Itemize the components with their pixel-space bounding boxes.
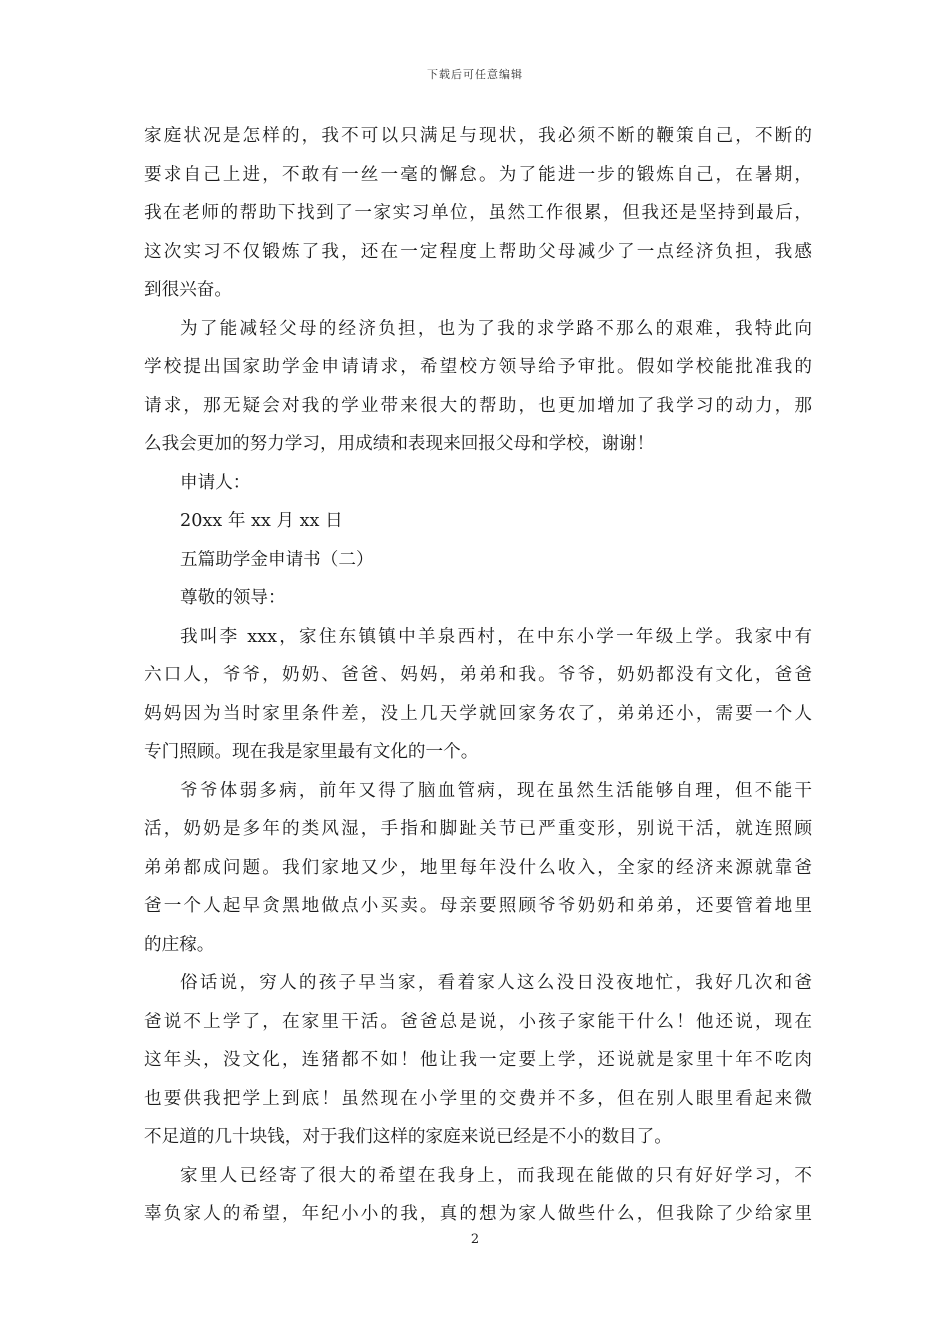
- text-line: 爷爷体弱多病，前年又得了脑血管病，现在虽然生活能够自理，但不能干: [180, 780, 812, 801]
- text-line: 我叫李 xxx，家住东镇镇中羊泉西村，在中东小学一年级上学。我家中有: [180, 626, 812, 647]
- text-line: 六口人，爷爷，奶奶、爸爸、妈妈，弟弟和我。爷爷，奶奶都没有文化，爸爸: [144, 665, 812, 685]
- text-line: 这次实习不仅锻炼了我，还在一定程度上帮助父母减少了一点经济负担，我感: [144, 241, 812, 262]
- text-line: 活，奶奶是多年的类风湿，手指和脚趾关节已严重变形，别说干活，就连照顾: [144, 819, 812, 839]
- text-line: 我在老师的帮助下找到了一家实习单位，虽然工作很累，但我还是坚持到最后，: [144, 203, 812, 223]
- text-line: 五篇助学金申请书（二）: [180, 549, 374, 570]
- text-line: 20xx 年 xx 月 xx 日: [180, 511, 343, 531]
- text-line: 家里人已经寄了很大的希望在我身上，而我现在能做的只有好好学习，不: [180, 1165, 812, 1186]
- text-line: 不足道的几十块钱，对于我们这样的家庭来说已经是不小的数目了。: [144, 1127, 672, 1147]
- text-line: 爸一个人起早贪黑地做点小买卖。母亲要照顾爷爷奶奶和弟弟，还要管着地里: [144, 896, 812, 916]
- text-line: 辜负家人的希望，年纪小小的我，真的想为家人做些什么，但我除了少给家里: [144, 1204, 812, 1224]
- text-line: 爸说不上学了，在家里干活。爸爸总是说，小孩子家能干什么！他还说，现在: [144, 1011, 812, 1032]
- text-line: 申请人：: [180, 472, 251, 493]
- text-line: 为了能减轻父母的经济负担，也为了我的求学路不那么的艰难，我特此向: [180, 318, 812, 339]
- document-body: [144, 117, 812, 1234]
- text-line: 俗话说，穷人的孩子早当家，看着家人这么没日没夜地忙，我好几次和爸: [180, 973, 812, 993]
- text-line: 学校提出国家助学金申请请求，希望校方领导给予审批。假如学校能批准我的: [144, 357, 812, 377]
- text-line: 这年头，没文化，连猪都不如！他让我一定要上学，还说就是家里十年不吃肉: [144, 1050, 812, 1070]
- text-line: 到很兴奋。: [144, 280, 232, 300]
- text-line: 家庭状况是怎样的，我不可以只满足与现状，我必须不断的鞭策自己，不断的: [144, 126, 812, 146]
- page-header-note: 下载后可任意编辑: [427, 68, 523, 81]
- text-line: 弟弟都成问题。我们家地又少，地里每年没什么收入，全家的经济来源就靠爸: [144, 857, 812, 878]
- text-line: 请求，那无疑会对我的学业带来很大的帮助，也更加增加了我学习的动力，那: [144, 395, 812, 416]
- text-line: 么我会更加的努力学习，用成绩和表现来回报父母和学校，谢谢！: [144, 434, 655, 454]
- text-line: 专门照顾。现在我是家里最有文化的一个。: [144, 742, 479, 762]
- text-line: 的庄稼。: [144, 934, 215, 955]
- text-line: 尊敬的领导：: [180, 588, 286, 608]
- text-line: 也要供我把学上到底！虽然现在小学里的交费并不多，但在别人眼里看起来微: [144, 1088, 812, 1109]
- page-number: 2: [470, 1232, 480, 1247]
- text-line: 妈妈因为当时家里条件差，没上几天学就回家务农了，弟弟还小，需要一个人: [144, 703, 812, 724]
- text-line: 要求自己上进，不敢有一丝一毫的懈怠。为了能进一步的锻炼自己，在暑期，: [144, 164, 812, 185]
